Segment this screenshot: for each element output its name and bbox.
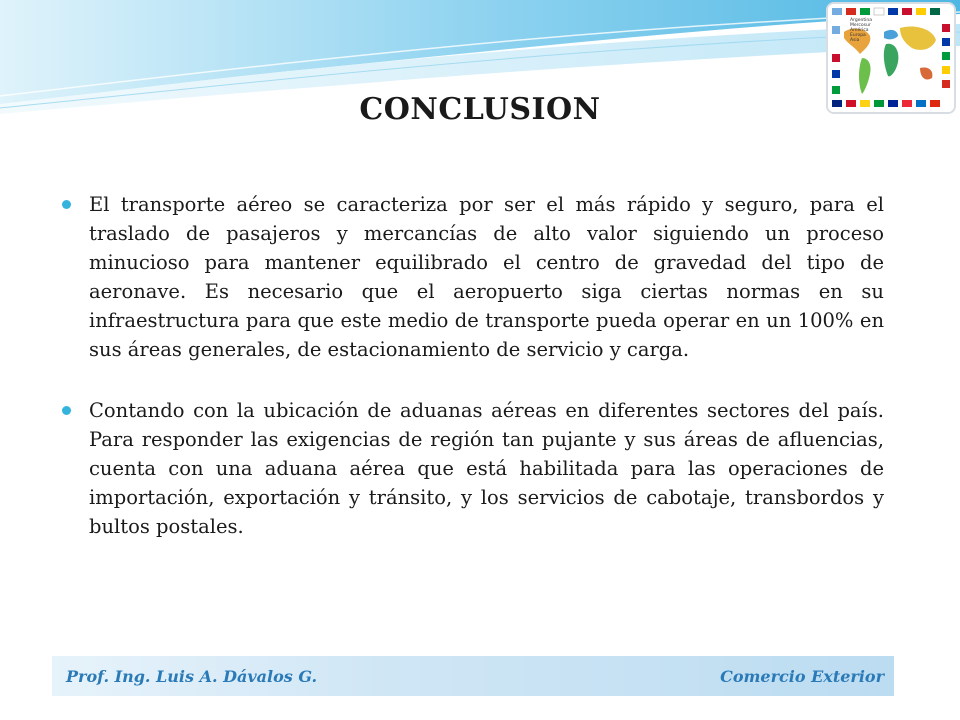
slide-title: CONCLUSION (359, 92, 601, 127)
logo-text-line: Argentina (850, 18, 872, 23)
logo-text-line: Asia (850, 38, 860, 43)
logo-text-line: Europa (850, 33, 866, 38)
logo-text-line: América (850, 28, 869, 33)
bullet-dot-icon (62, 200, 71, 209)
bullet-item (62, 396, 884, 541)
footer-bar (52, 656, 894, 696)
footer-course: Comercio Exterior (720, 666, 884, 686)
logo-text-line: Mercosur (850, 23, 871, 28)
bullet-dot-icon (62, 406, 71, 415)
bullet-item (62, 190, 884, 364)
bullet-text: Contando con la ubicación de aduanas aéreas en diferentes sectores del país. Para responder las exigencias de región tan pujante y sus áreas de afluencias, cuenta con una aduana aérea que está habilitada para las operaciones de importación, exportación y tránsito, y los servicios de cabotaje, transbordos y bultos postales. (89, 399, 884, 538)
slide-content (62, 190, 884, 573)
footer-author: Prof. Ing. Luis A. Dávalos G. (66, 666, 318, 686)
bullet-text: El transporte aéreo se caracteriza por ser el más rápido y seguro, para el traslado de pasajeros y mercancías de alto valor siguiendo un proceso minucioso para mantener equilibrado el centro de gravedad del tipo de aeronave. Es necesario que el aeropuerto siga ciertas normas en su infraestructura para que este medio de transporte pueda operar en un 100% en sus áreas generales, de estacionamiento de servicio y carga. (89, 193, 884, 361)
